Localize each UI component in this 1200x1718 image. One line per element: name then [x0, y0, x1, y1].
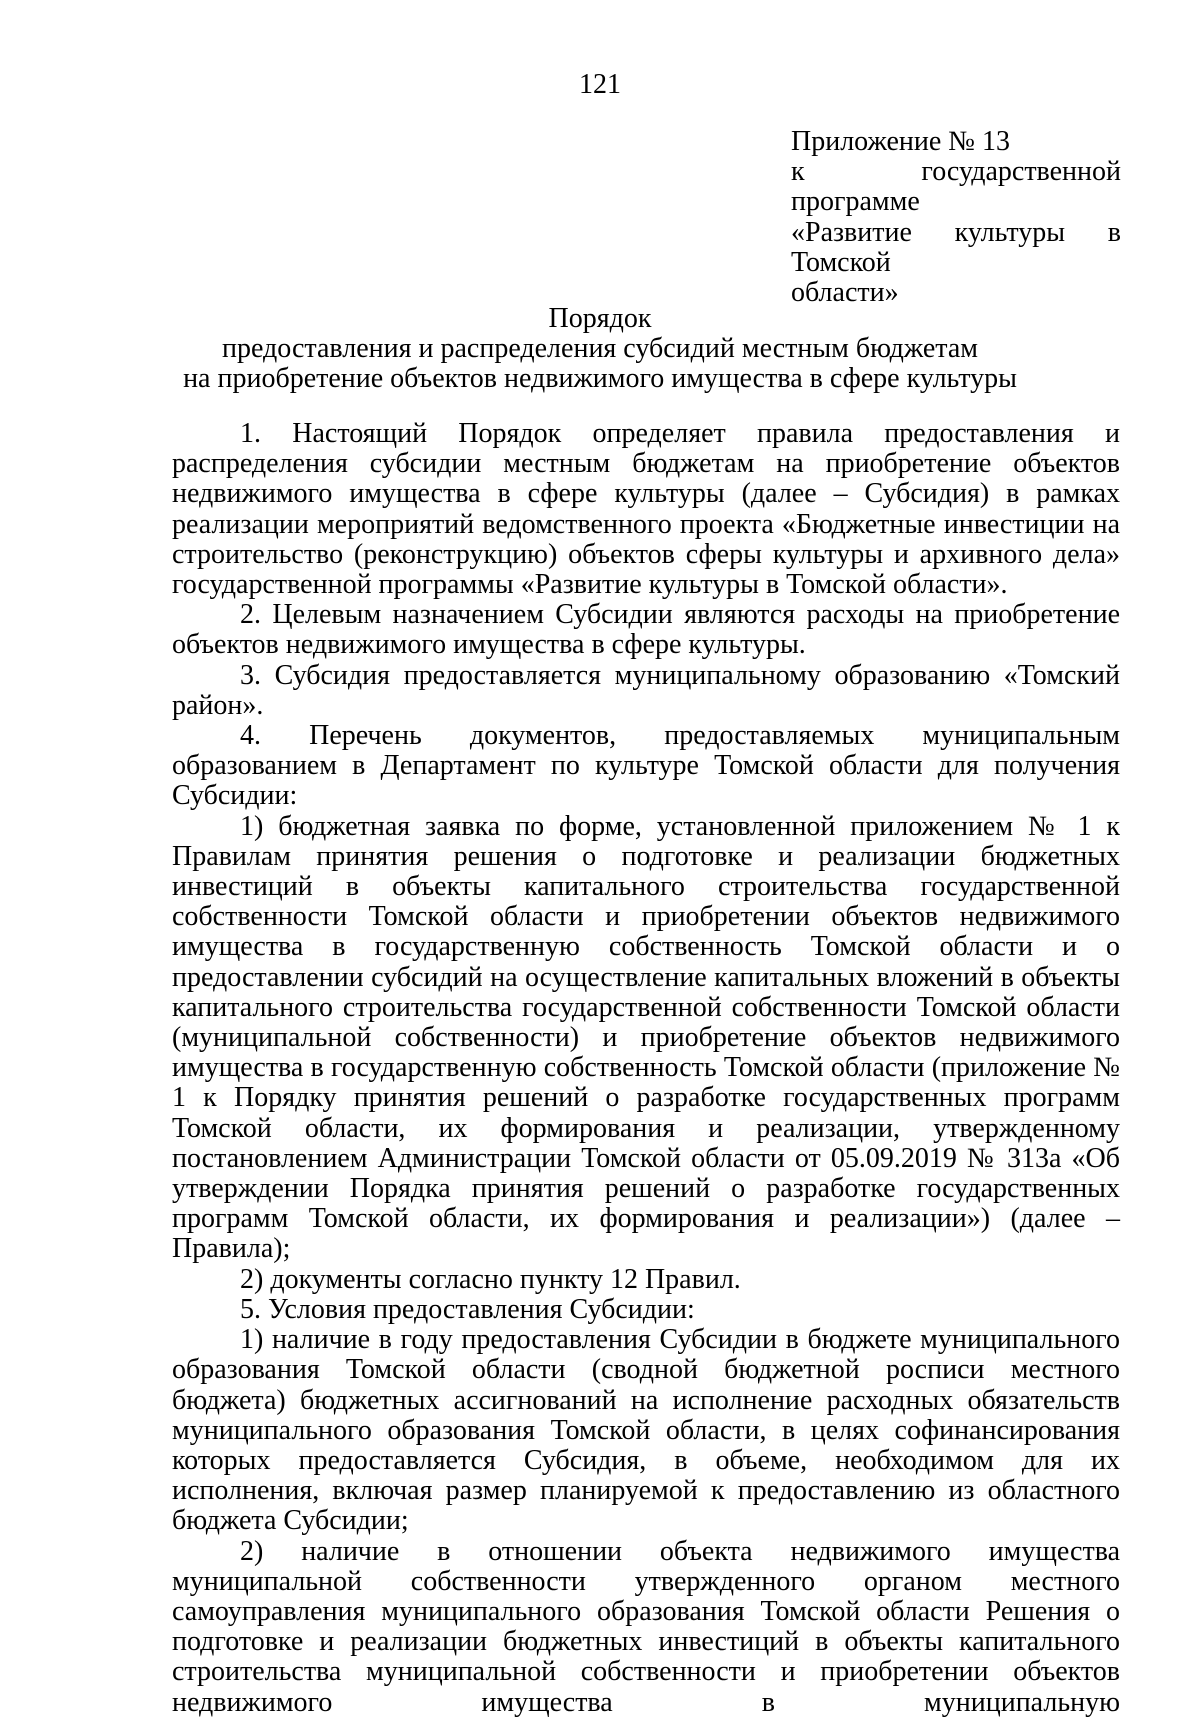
document-body: [172, 419, 1120, 1718]
page-number: 121: [579, 69, 621, 100]
appendix-line: «Развитие культуры в Томской: [791, 216, 1121, 278]
paragraph: 3. Субсидия предоставляется муниципальному образованию «Томский район».: [172, 659, 1120, 721]
appendix-line: к государственной программе: [791, 156, 1121, 218]
appendix-block: [791, 127, 1121, 308]
heading-subtitle: предоставления и распределения субсидий местным бюджетам: [221, 333, 979, 365]
heading-title: Порядок: [548, 303, 652, 334]
heading-subtitle: на приобретение объектов недвижимого имущества в сфере культуры: [183, 363, 1017, 395]
paragraph: 5. Условия предоставления Субсидии:: [240, 1293, 695, 1325]
paragraph: 1. Настоящий Порядок определяет правила предоставления и распределения субсидии местным бюджетам на приобретение объектов недвижимого имущества в сфере культуры (далее – Субсидия) в рамках реализации мероприятий ведомственного проекта «Бюджетные инвестиции на строительство (реконструкцию) объектов сферы культуры и архивного дела» государственной программы «Развитие культуры в Томской области».: [172, 418, 1120, 601]
appendix-line: Приложение № 13: [791, 126, 1010, 157]
paragraph: 2) наличие в отношении объекта недвижимого имущества муниципальной собственности утвержденного органом местного самоуправления муниципального образования Томской области Решения о подготовке и реализации бюджетных инвестиций в объекты капитального строительства муниципальной собственности и приобретении объектов недвижимого имущества в муниципальную: [172, 1535, 1120, 1718]
paragraph: 2. Целевым назначением Субсидии являются расходы на приобретение объектов недвижимого имущества в сфере культуры.: [172, 599, 1120, 661]
paragraph: 2) документы согласно пункту 12 Правил.: [240, 1263, 741, 1295]
document-heading: [0, 304, 1200, 395]
appendix-line: области»: [791, 277, 899, 309]
paragraph: 1) наличие в году предоставления Субсидии в бюджете муниципального образования Томской области (сводной бюджетной росписи местного бюджета) бюджетных ассигнований на исполнение расходных обязательств муниципального образования Томской области, в целях софинансирования которых предоставляется Субсидия, в объеме, необходимом для их исполнения, включая размер планируемой к предоставлению из областного бюджета Субсидии;: [172, 1324, 1120, 1537]
paragraph: 1) бюджетная заявка по форме, установленной приложением № 1 к Правилам принятия решения о подготовке и реализации бюджетных инвестиций в объекты капитального строительства государственной собственности Томской области и приобретении объектов недвижимого имущества в государственную собственность Томской области и о предоставлении субсидий на осуществление капитальных вложений в объекты капитального строительства государственной собственности Томской области (муниципальной собственности) и приобретение объектов недвижимого имущества в государственную собственность Томской области (приложение № 1 к Порядку принятия решений о разработке государственных программ Томской области, их формирования и реализации, утвержденному постановлением Администрации Томской области от 05.09.2019 № 313а «Об утверждении Порядка принятия решений о разработке государственных программ Томской области, их формирования и реализации») (далее – Правила);: [172, 810, 1120, 1265]
paragraph: 4. Перечень документов, предоставляемых муниципальным образованием в Департамент по культуре Томской области для получения Субсидии:: [172, 720, 1120, 812]
